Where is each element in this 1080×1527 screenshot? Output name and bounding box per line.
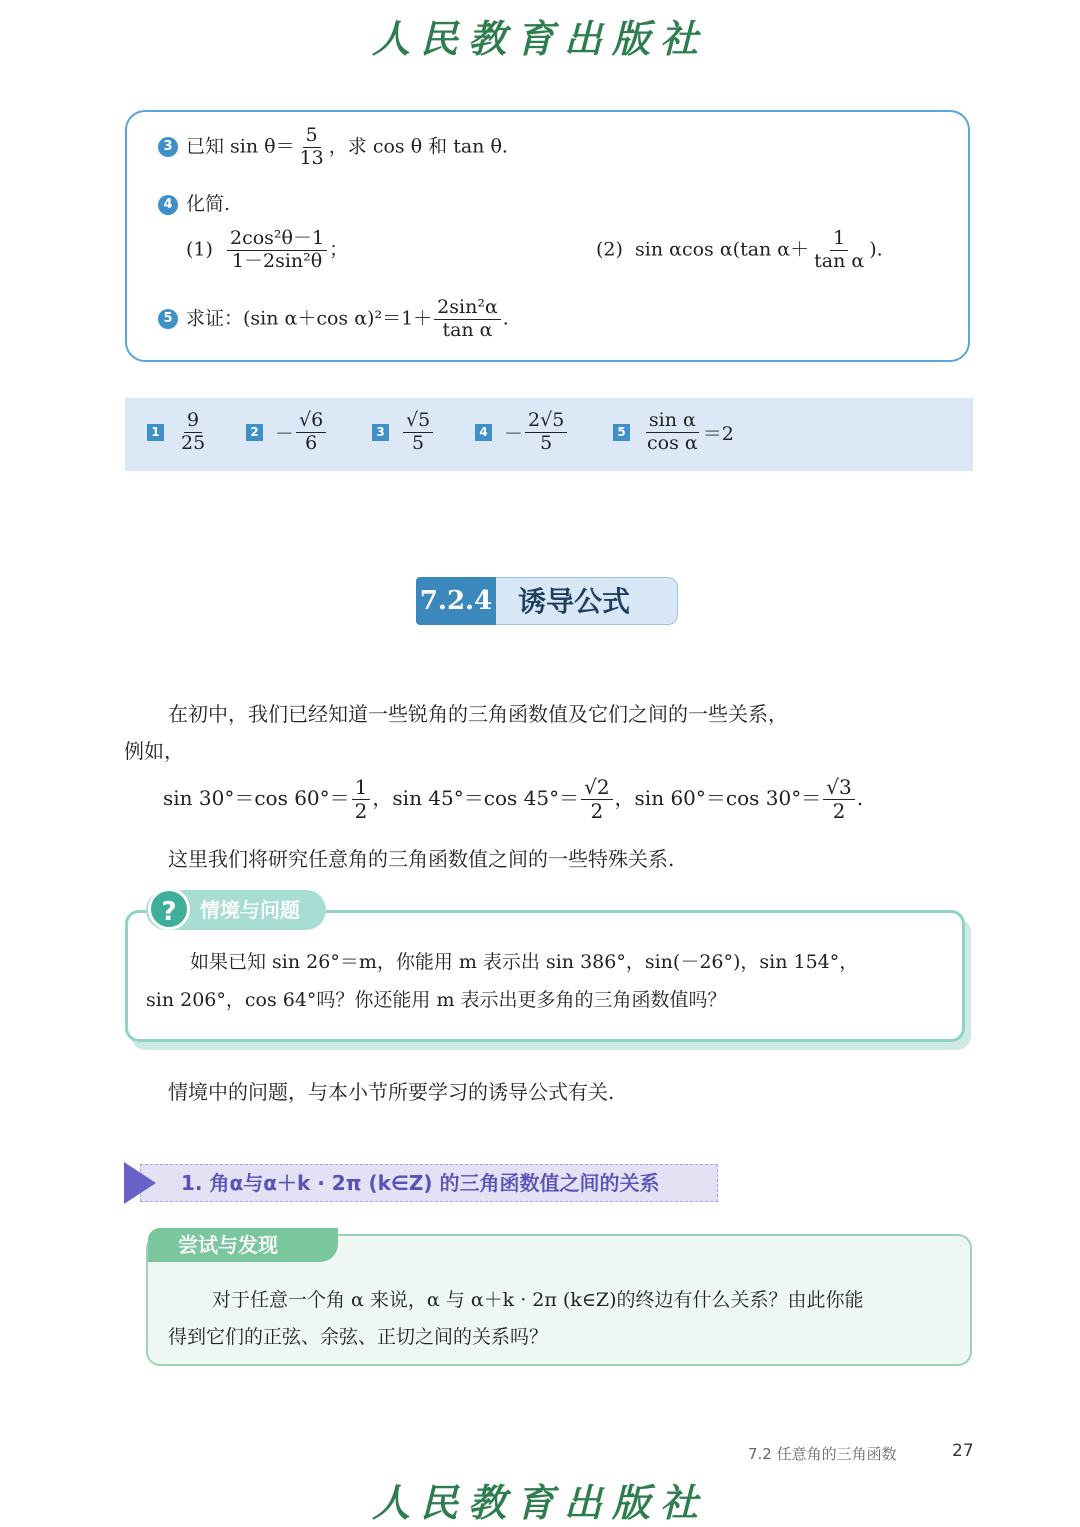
situation-tag: 情境与问题 [146,890,326,930]
intro-line-1: 在初中，我们已经知道一些锐角的三角函数值及它们之间的一些关系， [168,702,788,726]
fraction: $\frac{\text{2cos²θ－1}}{\text{1－2sin²θ}}$ [227,228,327,273]
footer-section: 7.2 任意角的三角函数 [748,1445,897,1463]
fraction: $\frac{5}{13}$ [299,124,324,169]
try-line-1: 对于任意一个角 α 来说，α 与 α＋k · 2π (k∈Z)的终边有什么关系？由此你能 [212,1289,864,1311]
exercise-number: 4 [158,195,178,215]
situation-line-1: 如果已知 sin 26°＝m，你能用 m 表示出 sin 386°，sin(－26°)，sin 154°， [190,951,859,973]
section-number: 7.2.4 [416,577,496,625]
triangle-marker-icon [124,1162,156,1204]
answer-item: 5 $\frac{\text{sin α}}{\text{cos α}}$ ＝2 [613,410,734,455]
answer-band [125,398,973,471]
try-tag: 尝试与发现 [148,1228,338,1262]
exercise-3: 3 已知 sin θ＝ $\frac{5}{13}$ ，求 cos θ 和 tan θ. [158,125,508,170]
fraction: $\frac{\text{2sin²α}}{\text{tan α}}$ [434,297,501,342]
exercise-4: 4 化简. [158,189,230,216]
answer-item: 2 － $\frac{√6}{6}$ [246,410,328,455]
page-number: 27 [952,1441,974,1461]
subheading: 1. 角α与α＋k · 2π (k∈Z) 的三角函数值之间的关系 [140,1164,718,1202]
intro-line-2: 例如， [124,739,184,763]
exercise-number: 5 [158,309,178,329]
try-line-2: 得到它们的正弦、余弦、正切之间的关系吗？ [168,1326,549,1348]
exercise-4-1: (1) $\frac{\text{2cos²θ－1}}{\text{1－2sin²θ}}$ ； [186,227,349,272]
situation-line-2: sin 206°，cos 64°吗？你还能用 m 表示出更多角的三角函数值吗？ [146,989,727,1011]
answer-item: 3 $\frac{√5}{5}$ [372,410,435,455]
intro-line-3: 这里我们将研究任意角的三角函数值之间的一些特殊关系. [168,847,675,871]
answer-item: 4 － $\frac{2√5}{5}$ [475,410,569,455]
answer-item: 1 $\frac{9}{25}$ [147,410,210,455]
intro-formula: sin 30°＝cos 60°＝ $\frac{1}{2}$ ，sin 45°＝cos 45°＝ $\frac{√2}{2}$ ，sin 60°＝cos 30°＝ $\frac{√3}{2}$ . [163,775,864,823]
exercise-4-2: (2) sin αcos α(tan α＋ $\frac{1}{\text{tan α}}$ ). [596,227,883,272]
exercise-5: 5 求证：(sin α＋cos α)²＝1＋ $\frac{\text{2sin²α}}{\text{tan α}}$ . [158,297,509,342]
exercise-number: 3 [158,137,178,157]
after-text: 情境中的问题，与本小节所要学习的诱导公式有关. [168,1080,615,1104]
question-icon: ? [148,888,190,930]
publisher-watermark-bottom: 人民教育出版社 [371,1480,708,1525]
publisher-watermark-top: 人民教育出版社 [371,16,708,61]
section-title: 诱导公式 [496,577,678,625]
fraction: $\frac{1}{\text{tan α}}$ [814,227,865,272]
